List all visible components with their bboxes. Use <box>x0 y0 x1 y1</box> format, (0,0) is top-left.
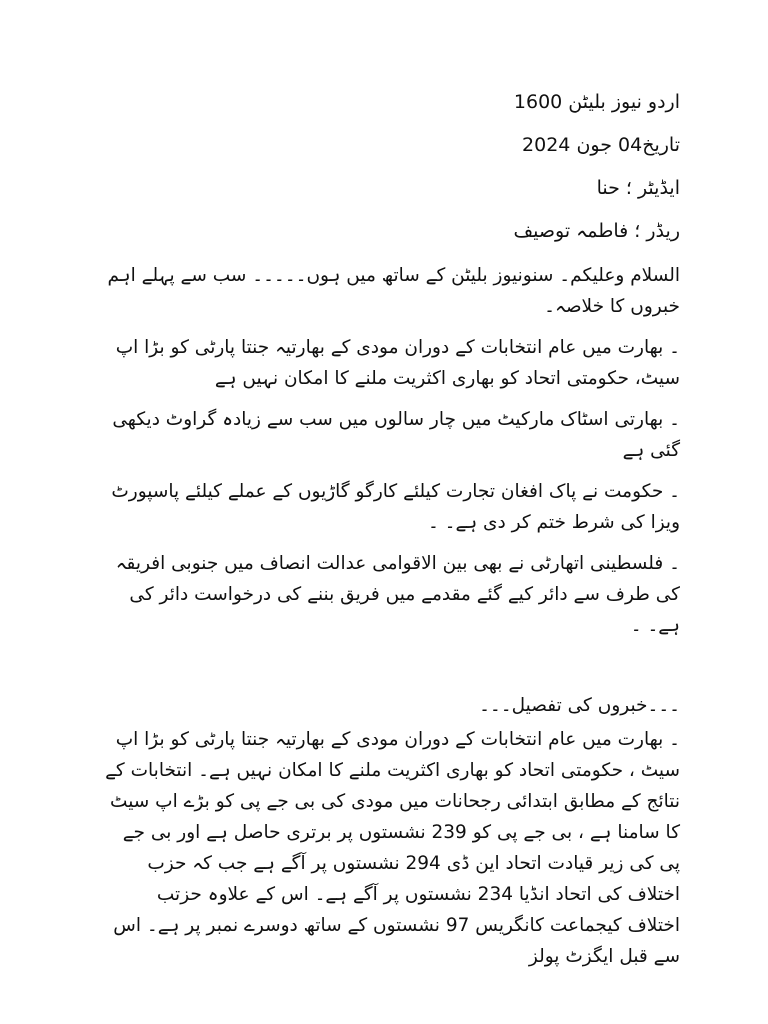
details-paragraph: ۔ بھارت میں عام انتخابات کے دوران مودی کے بھارتیہ جنتا پارٹی کو بڑا اپ سیٹ ، حکومتی اتحاد کو بھاری اکثریت ملنے کا امکان نہیں ہے۔ انتخابات کے نتائج کے مطابق ابتدائی رجحانات میں مودی کی بی جے پی کو بڑے اپ سیٹ کا سامنا ہے ، بی جے پی کو 239 نشستوں پر برتری حاصل ہے اور بی جے پی کی زیر قیادت اتحاد این ڈی 294 نشستوں پر آگے ہے جب کہ حزب اختلاف کی اتحاد انڈیا 234 نشستوں پر آگے ہے۔ اس کے علاوہ حزتب اختلاف کیجماعت کانگریس 97 نشستوں کے ساتھ دوسرے نمبر پر ہے۔ اس سے قبل ایگزٹ پولز <box>105 729 680 967</box>
bulletin-title: اردو نیوز بلیٹن 1600 <box>513 91 680 113</box>
headline-item: ۔ فلسطینی اتھارٹی نے بھی بین الاقوامی عدالت انصاف میں جنوبی افریقہ کی طرف سے دائر کیے گئے مقدمے میں فریق بننے کی درخواست دائر کی ہے۔ ۔ <box>115 553 680 636</box>
editor-line: ایڈیٹر ؛ حنا <box>596 177 680 199</box>
headline-item: ۔ حکومت نے پاک افغان تجارت کیلئے کارگو گاڑیوں کے عملے کیلئے پاسپورٹ ویزا کی شرط ختم کر دی ہے۔ ۔ <box>111 481 680 533</box>
bulletin-date: تاریخ04 جون 2024 <box>522 134 680 156</box>
details-heading: ۔۔۔خبروں کی تفصیل۔۔۔ <box>479 695 680 716</box>
headline-item: ۔ بھارتی اسٹاک مارکیٹ میں چار سالوں میں سب سے زیادہ گراوٹ دیکھی گئی ہے <box>112 409 680 461</box>
intro-paragraph: السلام وعلیکم۔ سنونیوز بلیٹن کے ساتھ میں ہوں۔۔۔۔۔ سب سے پہلے اہم خبروں کا خلاصہ۔ <box>107 265 680 317</box>
reader-line: ریڈر ؛ فاطمہ توصیف <box>513 220 680 242</box>
headline-item: ۔ بھارت میں عام انتخابات کے دوران مودی کے بھارتیہ جنتا پارٹی کو بڑا اپ سیٹ، حکومتی اتحاد کو بھاری اکثریت ملنے کا امکان نہیں ہے <box>115 337 680 389</box>
